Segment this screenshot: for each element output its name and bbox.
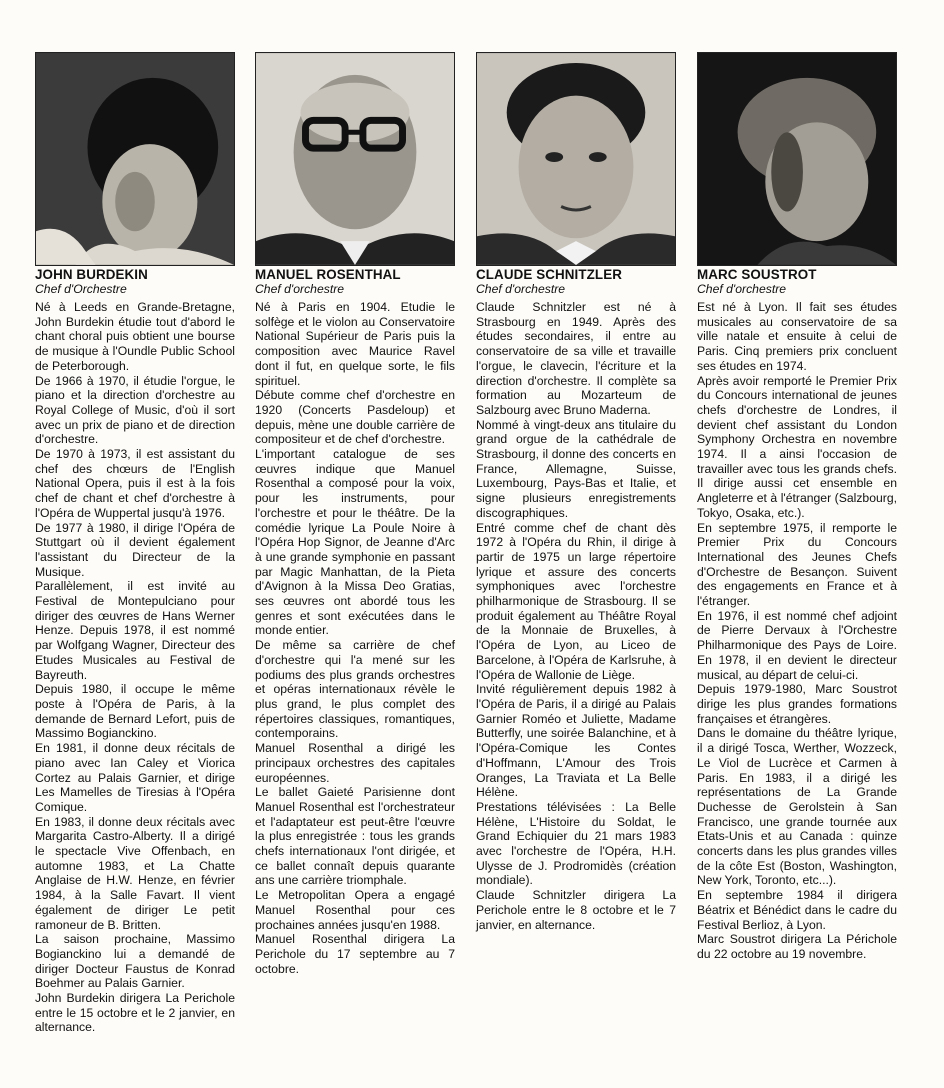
portrait-image [36, 53, 234, 265]
conductor-name: JOHN BURDEKIN [35, 267, 148, 282]
portrait-photo-3 [476, 52, 676, 266]
conductor-role: Chef d'Orchestre [35, 282, 127, 296]
bio-paragraph: Marc Soustrot dirigera La Périchole du 22 octobre au 19 novembre. [697, 932, 897, 961]
bio-paragraph: Le Metropolitan Opera a engagé Manuel Rosenthal pour ces prochaines années jusqu'en 1988. [255, 888, 455, 932]
conductor-name: CLAUDE SCHNITZLER [476, 267, 623, 282]
conductor-name: MANUEL ROSENTHAL [255, 267, 401, 282]
bio-paragraph: Né à Paris en 1904. Etudie le solfège et le violon au Conservatoire National Supérieur de Paris puis la composition avec Maurice Ravel dont il fut, en quelque sorte, le fils spirituel. [255, 300, 455, 388]
bio-paragraph: Le ballet Gaieté Parisienne dont Manuel Rosenthal est l'orchestrateur et l'adaptateur est peut-être l'œuvre la plus enregistrée : tous les grands chefs internationaux l'ont dirigée, et ce ballet connaît depuis quarante ans une carrière triomphale. [255, 785, 455, 888]
bio-paragraph: Claude Schnitzler dirigera La Perichole entre le 8 octobre et le 7 janvier, en alternance. [476, 888, 676, 932]
conductor-card-2 [255, 52, 455, 976]
conductor-bio [476, 300, 676, 932]
portrait-photo-2 [255, 52, 455, 266]
bio-paragraph: Nommé à vingt-deux ans titulaire du grand orgue de la cathédrale de Strasbourg, il donne des concerts en France, Allemagne, Suisse, Luxembourg, Pays-Bas et Italie, et signe plusieurs enregistrements discographiques. [476, 417, 676, 520]
portrait-photo-1 [35, 52, 235, 266]
bio-paragraph: En 1976, il est nommé chef adjoint de Pierre Dervaux à l'Orchestre Philharmonique des Pays de Loire. En 1978, il en devient le directeur musical, au départ de celui-ci. [697, 608, 897, 682]
bio-paragraph: En 1983, il donne deux récitals avec Margarita Castro-Alberty. Il a dirigé le spectacle Vive Offenbach, en automne 1983, et La Chatte Anglaise de H.W. Henze, en février 1984, à la Salle Favart. Il vient également de diriger Le petit ramoneur de B. Britten. [35, 814, 235, 932]
conductor-bio [697, 300, 897, 962]
bio-paragraph: Est né à Lyon. Il fait ses études musicales au conservatoire de sa ville natale et ensuite à celui de Paris. Cinq premiers prix concluent ses études en 1974. [697, 300, 897, 373]
bio-paragraph: De même sa carrière de chef d'orchestre qui l'a mené sur les podiums des plus grands orchestres et opéras internationaux révèle le plus grand, le plus complet des répertoires classiques, romantiques, contemporains. [255, 638, 455, 741]
conductor-card-4 [697, 52, 897, 962]
bio-paragraph: De 1966 à 1970, il étudie l'orgue, le piano et la direction d'orchestre au Royal College of Music, d'où il sort avec un prix de piano et de direction d'orchestre. [35, 373, 235, 447]
bio-paragraph: Parallèlement, il est invité au Festival de Montepulciano pour diriger des œuvres de Hans Werner Henze. Depuis 1978, il est nommé par Wolfgang Wagner, Directeur des Etudes Musicales au Festival de Bayreuth. [35, 579, 235, 682]
bio-paragraph: Débute comme chef d'orchestre en 1920 (Concerts Pasdeloup) et depuis, mène une double carrière de compositeur et de chef d'orchestre. [255, 388, 455, 447]
bio-paragraph: En 1981, il donne deux récitals de piano avec Ian Caley et Viorica Cortez au Palais Garnier, et dirige Les Mamelles de Tiresias à l'Opéra Comique. [35, 741, 235, 814]
bio-paragraph: Dans le domaine du théâtre lyrique, il a dirigé Tosca, Werther, Wozzeck, Le Viol de Lucrèce et Carmen à Paris. En 1983, il a dirigé les représentations de La Grande Duchesse de Gerolstein à San Francisco, une grande tournée aux Etats-Unis et au Canada : quinze concerts dans les plus grandes villes de la côte Est (Boston, Washington, New York, Toronto, etc...). [697, 726, 897, 888]
conductor-card-3 [476, 52, 676, 932]
portrait-image [477, 53, 675, 265]
bio-paragraph: Manuel Rosenthal a dirigé les principaux orchestres des capitales européennes. [255, 741, 455, 785]
bio-paragraph: Entré comme chef de chant dès 1972 à l'Opéra du Rhin, il dirige à partir de 1975 un large répertoire lyrique et assure des concerts symphoniques avec l'orchestre philharmonique de Strasbourg. Il se produit également au Théâtre Royal de la Monnaie de Bruxelles, à l'Opéra de Lyon, au Liceo de Barcelone, à l'Opéra de Karlsruhe, à l'Opéra de Wallonie de Liège. [476, 520, 676, 682]
bio-paragraph: John Burdekin dirigera La Perichole entre le 15 octobre et le 2 janvier, en alternance. [35, 991, 235, 1035]
bio-paragraph: La saison prochaine, Massimo Bogianckino lui a demandé de diriger Docteur Faustus de Konrad Boehmer au Palais Garnier. [35, 932, 235, 991]
conductor-role: Chef d'orchestre [697, 282, 787, 296]
conductor-bio [35, 300, 235, 1035]
conductor-bio [255, 300, 455, 976]
conductor-card-1 [35, 52, 235, 1035]
bio-paragraph: Après avoir remporté le Premier Prix du Concours international de jeunes chefs d'orchestre de Londres, il devient chef assistant du London Symphony Orchestra en novembre 1974. Il a ainsi l'occasion de travailler avec tous les grands chefs. Il dirige aussi cet ensemble en Angleterre et à l'étranger (Salzbourg, Tokyo, Osaka, etc.). [697, 373, 897, 520]
bio-paragraph: En septembre 1984 il dirigera Béatrix et Bénédict dans le cadre du Festival Berlioz, à Lyon. [697, 888, 897, 932]
bio-paragraph: Depuis 1979-1980, Marc Soustrot dirige les plus grandes formations françaises et étrangères. [697, 682, 897, 726]
bio-paragraph: Né à Leeds en Grande-Bretagne, John Burdekin étudie tout d'abord le chant choral puis obtient une bourse de musique à l'Oundle Public School de Peterborough. [35, 300, 235, 373]
conductor-role: Chef d'orchestre [476, 282, 566, 296]
bio-paragraph: Claude Schnitzler est né à Strasbourg en 1949. Après des études secondaires, il entre au conservatoire de sa ville et travaille l'orgue, le clavecin, l'écriture et la direction d'orchestre. Il complète sa formation au Mozarteum de Salzbourg avec Bruno Maderna. [476, 300, 676, 417]
bio-paragraph: Depuis 1980, il occupe le même poste à l'Opéra de Paris, à la demande de Bernard Lefort, puis de Massimo Bogianckino. [35, 682, 235, 741]
bio-paragraph: De 1977 à 1980, il dirige l'Opéra de Stuttgart où il devient également l'assistant du Directeur de la Musique. [35, 520, 235, 579]
portrait-image [256, 53, 454, 265]
conductor-name: MARC SOUSTROT [697, 267, 817, 282]
bio-paragraph: Prestations télévisées : La Belle Hélène, L'Histoire du Soldat, le Grand Echiquier du 21 mars 1983 avec l'orchestre de l'Opéra, H.H. Ulysse de J. Prodromidès (création mondiale). [476, 799, 676, 888]
bio-paragraph: De 1970 à 1973, il est assistant du chef des chœurs de l'English National Opera, puis il est à la fois chef de chant et chef d'orchestre à l'Opéra de Wuppertal jusqu'à 1976. [35, 447, 235, 520]
bio-paragraph: L'important catalogue de ses œuvres indique que Manuel Rosenthal a composé pour la voix, pour les instruments, pour l'orchestre et pour le théâtre. De la comédie lyrique La Poule Noire à l'Opéra Hop Signor, de Jeanne d'Arc à une grande symphonie en passant par Magic Manhattan, de la Pieta d'Avignon à la Missa Deo Gratias, ses œuvres ont abordé tous les genres et sont exécutées dans le monde entier. [255, 447, 455, 638]
bio-paragraph: Manuel Rosenthal dirigera La Perichole du 17 septembre au 7 octobre. [255, 932, 455, 976]
bio-paragraph: Invité régulièrement depuis 1982 à l'Opéra de Paris, il a dirigé au Palais Garnier Roméo et Juliette, Madame Butterfly, une soirée Balanchine, et à l'Opéra-Comique les Contes d'Hoffmann, L'Amour des Trois Oranges, La Traviata et La Belle Hélène. [476, 682, 676, 800]
bio-paragraph: En septembre 1975, il remporte le Premier Prix du Concours International des Jeunes Chefs d'Orchestre de Besançon. Suivent des engagements en France et à l'étranger. [697, 520, 897, 609]
conductor-role: Chef d'orchestre [255, 282, 345, 296]
portrait-photo-4 [697, 52, 897, 266]
portrait-image [698, 53, 896, 265]
